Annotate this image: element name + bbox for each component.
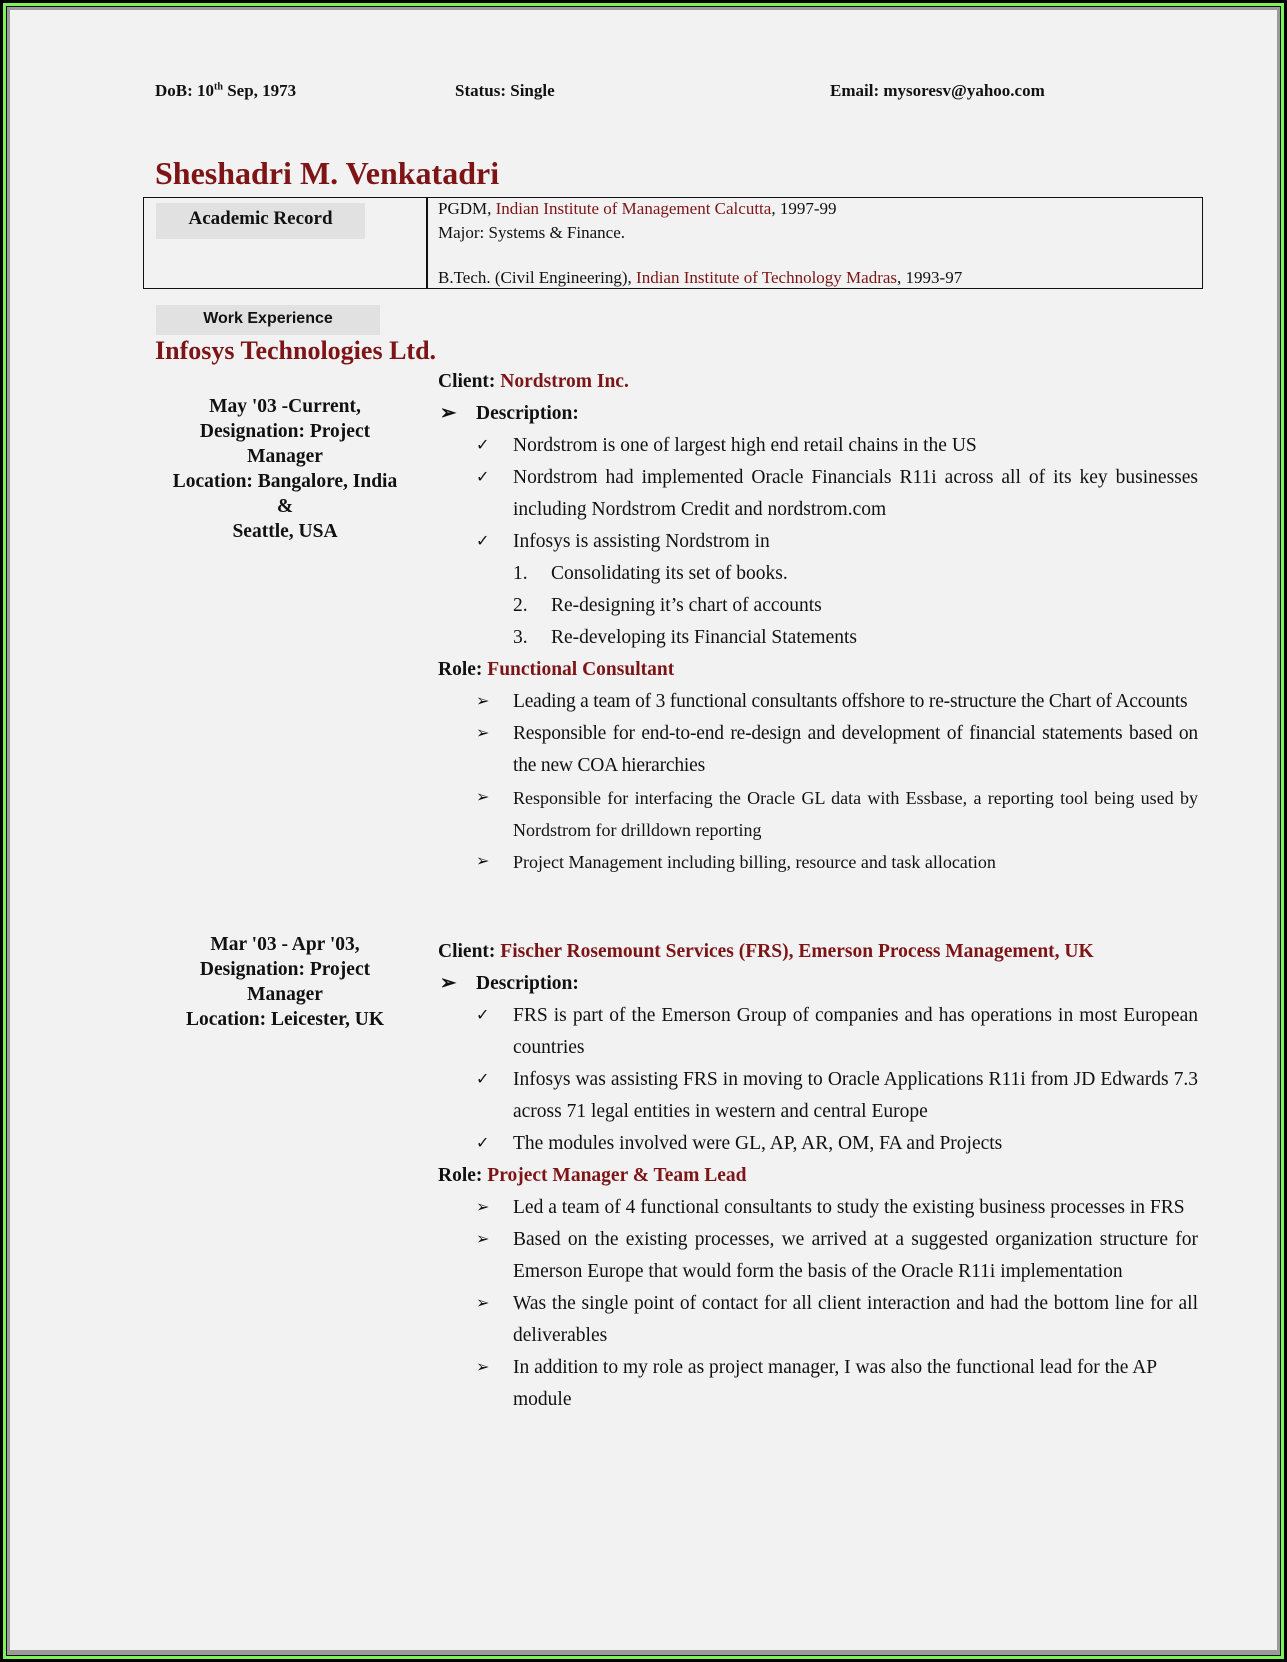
description-text: FRS is part of the Emerson Group of companies and has operations in most European countries [513,1005,1198,1058]
dob-value: Sep, 1973 [222,81,297,100]
responsibility-item [438,1288,1198,1352]
description-text: The modules involved were GL, AP, AR, OM, FA and Projects [513,1133,1003,1154]
arrow-bullet-icon: ➢ [476,1359,490,1376]
description-item [438,1064,1198,1128]
job-location: Location: Leicester, UK [185,1009,385,1030]
check-icon: ✓ [476,1071,490,1088]
responsibility-text: Based on the existing processes, we arrived at a suggested organization structure for Emerson Europe that would form the basis of the Oracle R11i implementation [513,1229,1198,1282]
job-2-details [438,936,1198,1416]
major: Major: Systems & Finance. [438,223,625,242]
arrow-bullet-icon: ➢ [476,1199,490,1216]
arrow-bullet-icon: ➢ [476,853,490,870]
description-item [438,1000,1198,1064]
responsibility-text: Responsible for end-to-end re-design and development of financial statements based on the new COA hierarchies [513,723,1198,776]
role-line [438,1160,1198,1192]
degree: B.Tech. (Civil Engineering), [438,268,637,287]
numbered-item [438,590,1198,622]
job-designation-cont: Manager [247,446,323,467]
check-icon: ✓ [476,437,490,454]
check-icon: ✓ [476,533,490,550]
academic-divider [426,197,428,289]
dob-suffix: th [214,81,223,93]
role-name: Functional Consultant [487,659,675,680]
item-number: 1. [513,563,528,584]
responsibility-text: In addition to my role as project manager, I was also the functional lead for the AP module [513,1357,1157,1410]
job-dates: May '03 -Current, [209,396,361,417]
check-icon: ✓ [476,1135,490,1152]
dob-label: DoB: 10 [155,81,215,100]
arrow-bullet-icon: ➢ [440,403,457,424]
institute-name: Indian Institute of Technology Madras [636,268,898,287]
description-text: Nordstrom had implemented Oracle Financials R11i across all of its key businesses including Nordstrom Credit and nordstrom.com [513,467,1198,520]
check-icon: ✓ [476,469,490,486]
job-1-details [438,366,1198,878]
academic-entry [438,223,625,243]
arrow-bullet-icon: ➢ [476,725,490,742]
arrow-bullet-icon: ➢ [476,693,490,710]
client-name: Nordstrom Inc. [500,371,629,392]
description-label: Description: [476,973,579,994]
arrow-bullet-icon: ➢ [476,1231,490,1248]
item-number: 3. [513,627,528,648]
numbered-item [438,622,1198,654]
institute-name: Indian Institute of Management Calcutta [495,199,772,218]
responsibility-text: Led a team of 4 functional consultants to study the existing business processes in FRS [513,1197,1185,1218]
responsibility-item [438,1224,1198,1288]
description-heading [438,968,1198,1000]
description-text: Infosys was assisting FRS in moving to Oracle Applications R11i from JD Edwards 7.3 across 71 legal entities in western and central Europe [513,1069,1198,1122]
responsibility-text: Project Management including billing, resource and task allocation [513,852,996,872]
client-name: Fischer Rosemount Services (FRS), Emerson Process Management, UK [500,941,1094,962]
job-designation-cont: Manager [247,984,323,1005]
job-2-summary [150,932,420,1032]
description-label: Description: [476,403,579,424]
work-experience-label: Work Experience [156,305,380,335]
role-line [438,654,1198,686]
job-location-cont: & [276,496,294,517]
academic-entry [438,268,962,288]
arrow-bullet-icon: ➢ [476,1295,490,1312]
check-icon: ✓ [476,1007,490,1024]
job-dates: Mar '03 - Apr '03, [210,934,360,955]
years: , 1997-99 [771,199,837,218]
responsibility-text: Responsible for interfacing the Oracle GL data with Essbase, a reporting tool being used by Nordstrom for drilldown reporting [513,788,1198,840]
responsibility-item [438,1192,1198,1224]
job-location-cont: Seattle, USA [232,521,338,542]
responsibility-item [438,1352,1198,1416]
role-name: Project Manager & Team Lead [487,1165,747,1186]
item-text: Re-developing its Financial Statements [551,627,857,648]
responsibility-item [438,846,1198,878]
responsibility-item [438,718,1198,782]
description-text: Nordstrom is one of largest high end retail chains in the US [513,435,977,456]
job-designation: Designation: Project [199,421,371,442]
job-designation: Designation: Project [199,959,371,980]
company-name: Infosys Technologies Ltd. [155,336,437,365]
description-heading [438,398,1198,430]
description-item [438,462,1198,526]
role-label: Role: [438,659,488,680]
job-location: Location: Bangalore, India [172,471,398,492]
item-number: 2. [513,595,528,616]
item-text: Re-designing it’s chart of accounts [551,595,822,616]
description-text: Infosys is assisting Nordstrom in [513,531,770,552]
marital-status: Status: Single [455,81,555,100]
description-item [438,526,1198,558]
email[interactable]: Email: mysoresv@yahoo.com [830,81,1045,100]
responsibility-item [438,686,1198,718]
candidate-name: Sheshadri M. Venkatadri [155,155,500,191]
degree: PGDM, [438,199,496,218]
item-text: Consolidating its set of books. [551,563,788,584]
academic-entry [438,199,837,219]
description-item [438,1128,1198,1160]
years: , 1993-97 [897,268,963,287]
academic-record-label: Academic Record [156,203,365,239]
client-line [438,936,1198,968]
responsibility-text: Was the single point of contact for all client interaction and had the bottom line for all deliverables [513,1293,1198,1346]
job-1-summary [150,394,420,544]
numbered-item [438,558,1198,590]
responsibility-text: Leading a team of 3 functional consultants offshore to re-structure the Chart of Accounts [513,691,1188,712]
arrow-bullet-icon: ➢ [440,973,457,994]
role-label: Role: [438,1165,488,1186]
description-item [438,430,1198,462]
dob [155,81,296,101]
arrow-bullet-icon: ➢ [476,789,490,806]
client-label: Client: [438,371,501,392]
client-line [438,366,1198,398]
client-label: Client: [438,941,501,962]
responsibility-item [438,782,1198,846]
